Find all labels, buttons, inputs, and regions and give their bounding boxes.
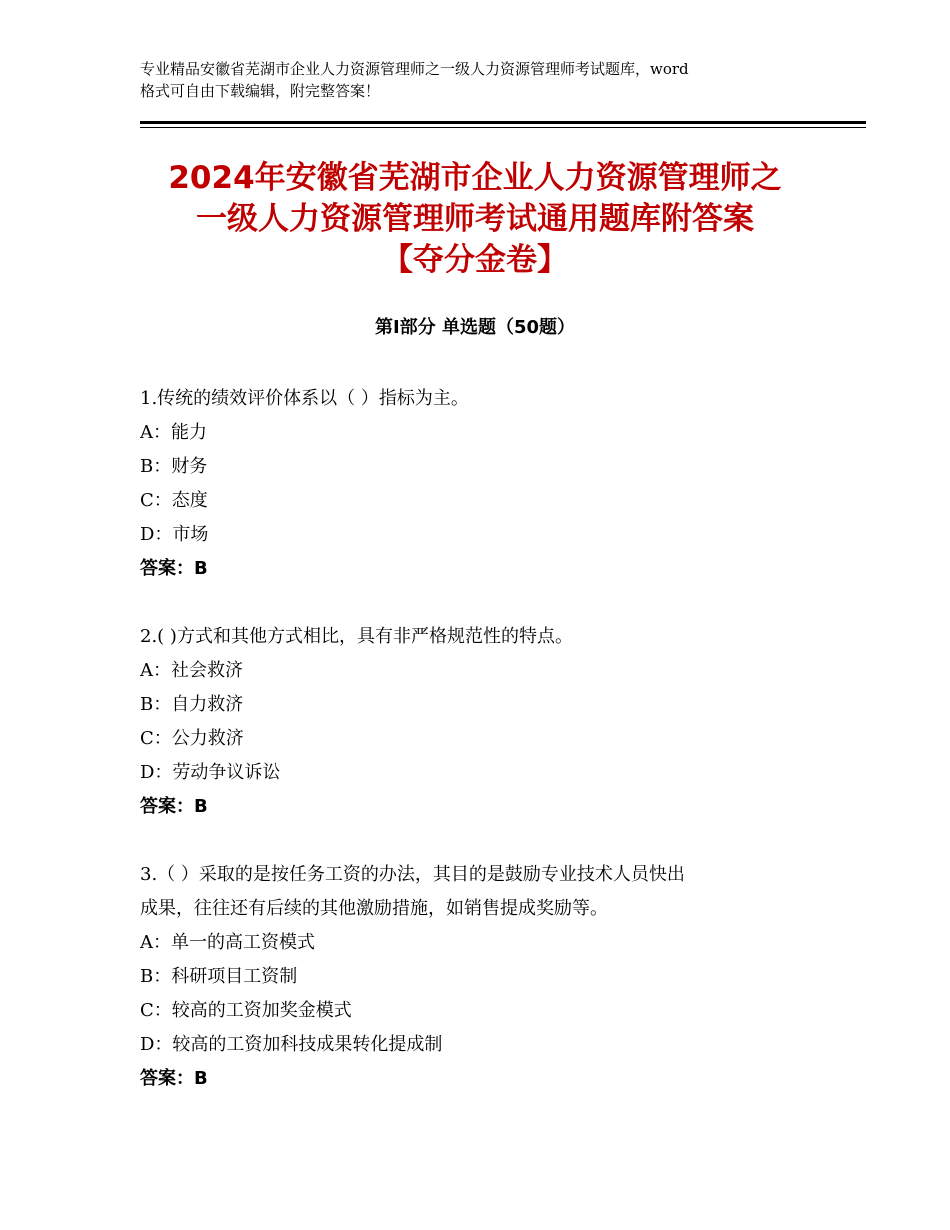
option-d: D：劳动争议诉讼: [140, 762, 281, 783]
question-2: [140, 620, 840, 824]
header-rule-thick: [140, 121, 866, 124]
option-b: B：财务: [140, 456, 208, 477]
question-stem: 2.( )方式和其他方式相比，具有非严格规范性的特点。: [140, 626, 573, 647]
option-c: C：较高的工资加奖金模式: [140, 1000, 352, 1021]
question-stem-line-2: 成果，往往还有后续的其他激励措施，如销售提成奖励等。: [140, 898, 608, 919]
header-note-line-1: 专业精品安徽省芜湖市企业人力资源管理师之一级人力资源管理师考试题库，word: [140, 60, 689, 78]
question-list: [140, 382, 840, 1130]
option-a: A：社会救济: [140, 660, 243, 681]
question-stem-line-1: 3.（ ）采取的是按任务工资的办法，其目的是鼓励专业技术人员快出: [140, 864, 685, 885]
option-d: D：较高的工资加科技成果转化提成制: [140, 1034, 443, 1055]
option-a: A：单一的高工资模式: [140, 932, 315, 953]
question-3: [140, 858, 840, 1096]
option-d: D：市场: [140, 524, 209, 545]
answer-line: 答案：B: [140, 1068, 208, 1089]
option-b: B：自力救济: [140, 694, 244, 715]
option-c: C：态度: [140, 490, 208, 511]
section-heading: 第Ⅰ部分 单选题（50题）: [374, 317, 575, 338]
document-title-line-2: 一级人力资源管理师考试通用题库附答案: [196, 201, 754, 237]
option-a: A：能力: [140, 422, 207, 443]
header-note: [140, 58, 830, 102]
question-1: [140, 382, 840, 586]
option-c: C：公力救济: [140, 728, 244, 749]
answer-line: 答案：B: [140, 796, 208, 817]
document-title: [100, 158, 850, 281]
header-rule-thin: [140, 127, 866, 128]
question-stem: [140, 858, 840, 926]
question-stem: 1.传统的绩效评价体系以（ ）指标为主。: [140, 388, 469, 409]
document-title-line-1: 2024年安徽省芜湖市企业人力资源管理师之: [168, 160, 782, 196]
header-note-line-2: 格式可自由下载编辑，附完整答案！: [140, 82, 381, 100]
answer-line: 答案：B: [140, 558, 208, 579]
option-b: B：科研项目工资制: [140, 966, 298, 987]
document-title-line-3: 【夺分金卷】: [382, 242, 568, 278]
